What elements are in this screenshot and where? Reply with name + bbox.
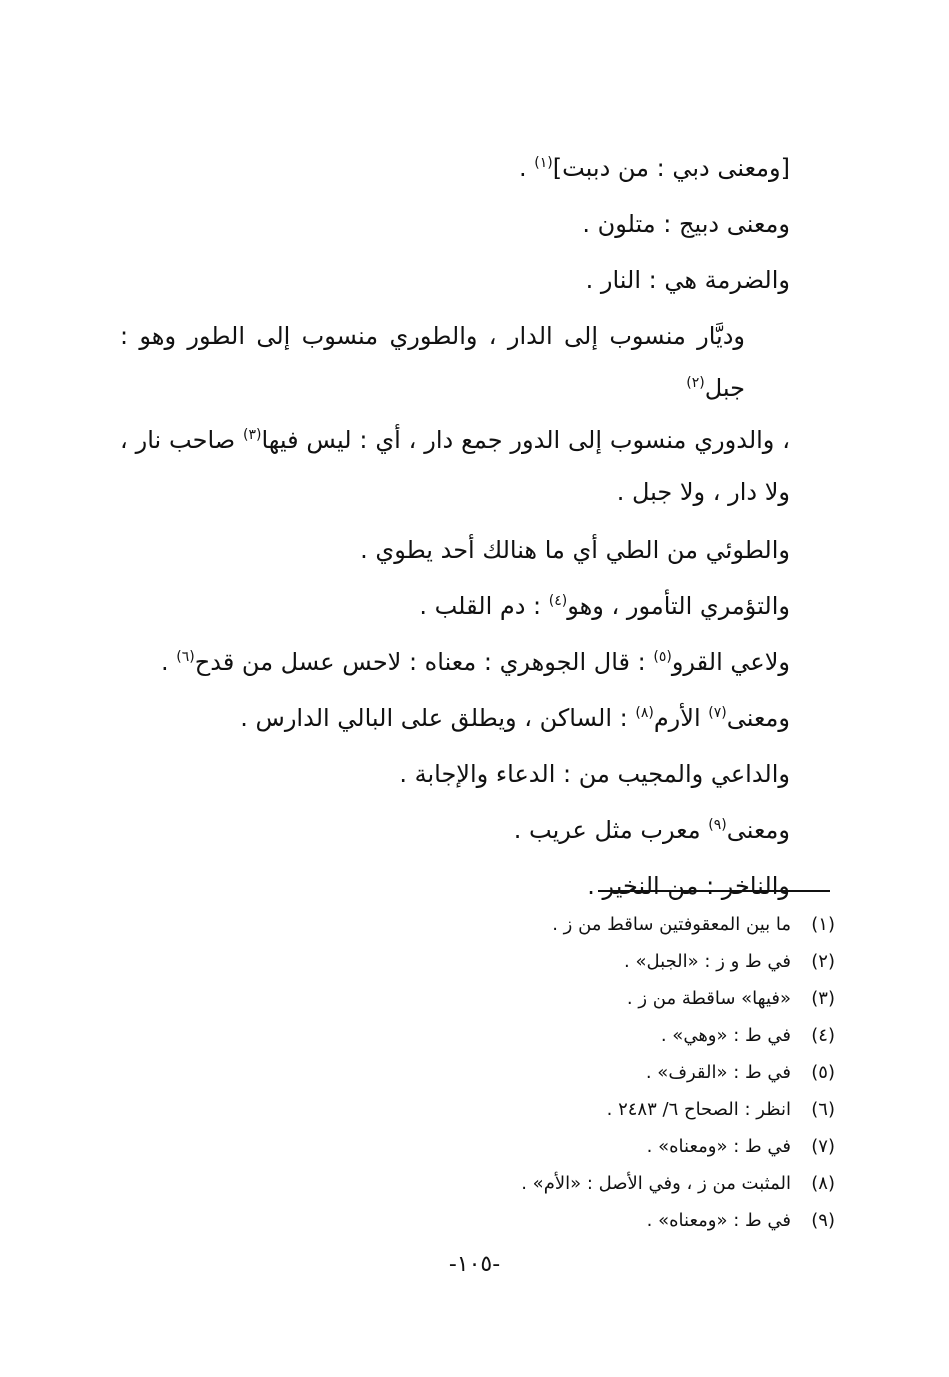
footnote-separator [598,890,830,892]
footnotes-list [420,906,835,1239]
footnote-ref-9[interactable]: (٩) [708,817,727,833]
paragraph-4: وديَّار منسوب إلى الدار ، والطوري منسوب إلى الطور وهو : جبل$^{(٢)}$ ، والدوري منسوب إلى الدور جمع دار ، أي : ليس فيها$^{(٣)}$ صاحب نار ، ولا دار ، ولا جبل . [120,322,790,506]
paragraph-10: ومعنى$^{(٩)}$ معرب مثل عريب . [513,816,790,844]
paragraph-2: ومعنى دبيج : متلون . [582,210,790,238]
footnote-text: في ط : «ومعناه» . [646,1136,791,1157]
footnote-ref-2[interactable]: (٢) [686,375,705,391]
footnote-text: في ط : «وهي» . [660,1025,791,1046]
footnote-number: (٧) [811,1136,835,1157]
footnote-7 [420,1128,835,1165]
footnote-text: في ط و ز : «الجبل» . [624,951,791,972]
paragraph-9: والداعي والمجيب من : الدعاء والإجابة . [399,760,790,788]
footnote-6 [420,1091,835,1128]
footnote-number: (٢) [811,951,835,972]
paragraph-8: ومعنى$^{(٧)}$ الأرم$^{(٨)}$ : الساكن ، ويطلق على البالي الدارس . [240,704,790,732]
footnote-ref-6[interactable]: (٦) [176,649,195,665]
footnote-number: (٤) [811,1025,835,1046]
footnote-number: (٣) [811,988,835,1009]
footnote-text: في ط : «القرف» . [645,1062,791,1083]
footnote-number: (٦) [811,1099,835,1120]
footnote-ref-7[interactable]: (٧) [708,705,727,721]
footnote-8 [420,1165,835,1202]
footnote-1 [420,906,835,943]
footnote-ref-1[interactable]: (١) [534,155,553,171]
paragraph-6: والتؤمري التأمور ، وهو$^{(٤)}$ : دم القلب . [419,592,790,620]
footnote-number: (٥) [811,1062,835,1083]
footnote-2 [420,943,835,980]
footnote-text: المثبت من ز ، وفي الأصل : «الأم» . [521,1173,791,1194]
main-text [120,140,835,914]
footnote-5 [420,1054,835,1091]
footnote-ref-4[interactable]: (٤) [548,593,568,609]
footnote-4 [420,1017,835,1054]
footnote-text: في ط : «ومعناه» . [646,1210,791,1231]
footnote-text: «فيها» ساقطة من ز . [626,988,791,1009]
footnote-ref-3[interactable]: (٣) [243,427,262,443]
footnote-text: انظر : الصحاح ٦/ ٢٤٨٣ . [606,1099,791,1120]
footnote-number: (٩) [811,1210,835,1231]
paragraph-11: والناخر : من النخير . [587,872,790,900]
footnote-ref-8[interactable]: (٨) [635,705,654,721]
paragraph-1: [ومعنى دبي : من دببت]$^{(١)}$ . [518,154,790,182]
footnote-number: (٨) [811,1173,835,1194]
footnote-number: (١) [811,914,835,935]
paragraph-3: والضرمة هي : النار . [585,266,790,294]
paragraph-7: ولاعي القرو$^{(٥)}$ : قال الجوهري : معناه : لاحس عسل من قدح$^{(٦)}$ . [161,648,790,676]
footnote-3 [420,980,835,1017]
footnote-text: ما بين المعقوفتين ساقط من ز . [552,914,791,935]
footnote-9 [420,1202,835,1239]
footnote-ref-5[interactable]: (٥) [653,649,672,665]
paragraph-5: والطوئي من الطي أي ما هنالك أحد يطوي . [360,536,790,564]
page-number: -١٠٥- [448,1252,501,1277]
